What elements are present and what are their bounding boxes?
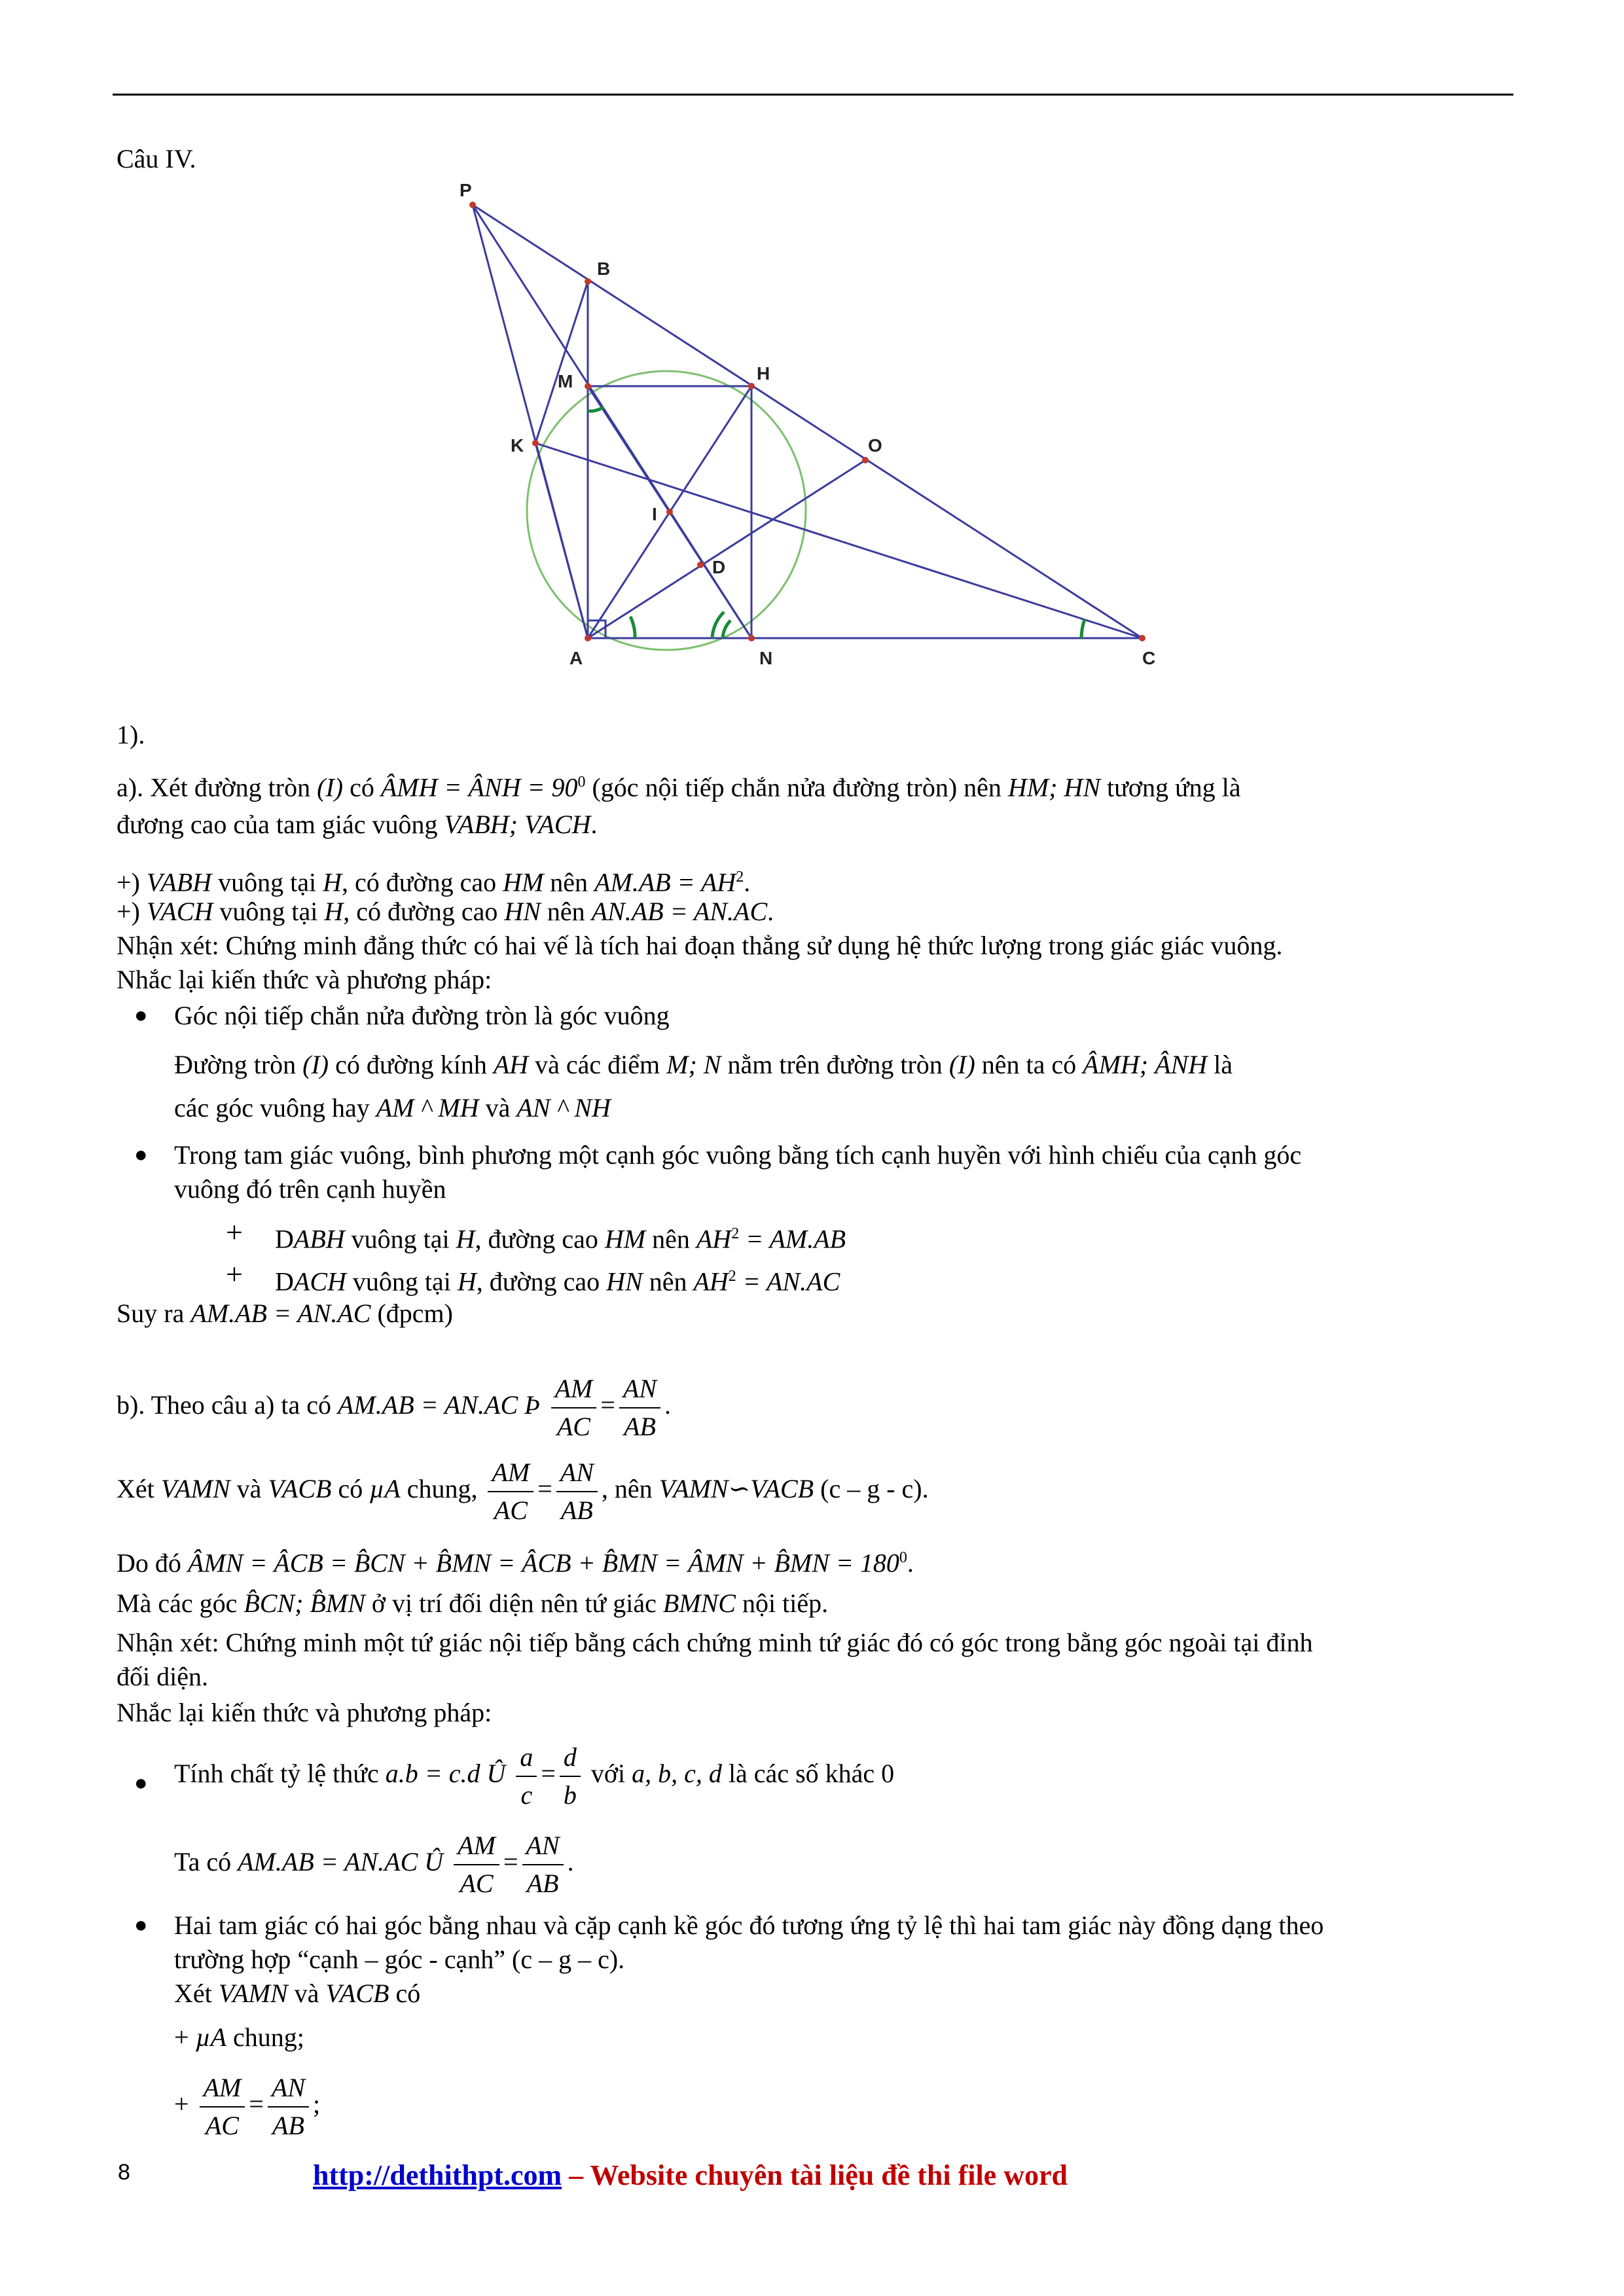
label-M: M xyxy=(558,371,573,391)
plus-icon: + xyxy=(226,1257,243,1291)
part-a-line1: a). Xét đường tròn (I) có ÂMH = ÂNH = $90^0$ (góc nội tiếp chắn nửa đường tròn) nên HM; HN tương ứng là xyxy=(117,772,1241,802)
fraction: $\frac{AN}{AB}$ xyxy=(522,1827,564,1902)
point-I xyxy=(666,509,673,515)
part-a-sub2: DACH vuông tại H, đường cao HN nên $AH^2 = AN.AC$ xyxy=(275,1266,840,1297)
part-a-bullet2-line2: vuông đó trên cạnh huyền xyxy=(174,1174,446,1204)
fraction: $\frac{d}{b}$ xyxy=(560,1739,581,1814)
fraction: $\frac{AN}{AB}$ xyxy=(268,2070,309,2144)
bullet-dot: ● xyxy=(134,1003,148,1028)
angle-mark-A xyxy=(630,617,635,638)
point-D xyxy=(697,562,704,568)
point-H xyxy=(748,383,755,389)
part-b-note-line2: đối diện. xyxy=(117,1662,208,1691)
part-a-sub1: DABH vuông tại H, đường cao HM nên $AH^2 = AM.AB$ xyxy=(275,1224,846,1254)
fraction: $\frac{AM}{AC}$ xyxy=(551,1371,597,1445)
part-a-line4: +) VACH vuông tại H, có đường cao HN nên AN.AB = AN.AC. xyxy=(117,897,774,926)
bullet-dot: ● xyxy=(134,1913,148,1937)
footer-tagline: – Website chuyên tài liệu đề thi file word xyxy=(562,2159,1068,2191)
part-b-bullet2-line3: Xét VAMN và VACB có xyxy=(174,1979,421,2008)
segment-PC xyxy=(473,205,1142,638)
part-b-line1: b). Theo câu a) ta có AM.AB = AN.AC Þ $\frac{AM}{AC}$ = $\frac{AN}{AB}$ . xyxy=(117,1363,671,1448)
point-A xyxy=(585,635,591,641)
part-a-bullet1-line2: các góc vuông hay AM ^ MH và AN ^ NH xyxy=(174,1093,611,1122)
label-B: B xyxy=(597,259,611,279)
part-a-line3: +) VABH vuông tại H, có đường cao HM nên $AM.AB = AH^2$. xyxy=(117,867,751,897)
footer xyxy=(313,2159,1068,2192)
label-H: H xyxy=(757,363,770,384)
point-M xyxy=(585,383,591,389)
point-C xyxy=(1139,635,1146,641)
geometry-figure xyxy=(452,177,1191,681)
circle-I xyxy=(527,371,806,650)
angle-mark-M xyxy=(588,407,604,411)
label-C: C xyxy=(1142,648,1156,668)
fraction: $\frac{a}{c}$ xyxy=(516,1739,537,1814)
part-b-bullet1: Tính chất tỷ lệ thức a.b = c.d Û $\frac{a}{c}$ = $\frac{d}{b}$ với a, b, c, d là các số khác 0 xyxy=(174,1731,894,1816)
segment-KA xyxy=(535,443,588,638)
part-a-note: Nhận xét: Chứng minh đẳng thức có hai vế là tích hai đoạn thẳng sử dụng hệ thức lượng trong giác giác vuông. xyxy=(117,931,1283,960)
segment-AO xyxy=(588,460,865,638)
point-B xyxy=(585,278,591,285)
part-b-recall: Nhắc lại kiến thức và phương pháp: xyxy=(117,1698,492,1727)
part-a-conclusion: Suy ra AM.AB = AN.AC (đpcm) xyxy=(117,1299,453,1328)
fraction: $\frac{AM}{AC}$ xyxy=(488,1454,533,1529)
label-I: I xyxy=(652,504,657,524)
point-K xyxy=(532,440,539,446)
plus-icon: + xyxy=(226,1215,243,1249)
part-b-line2: Xét VAMN và VACB có µA chung, $\frac{AM}{AC}$ = $\frac{AN}{AB}$ , nên VAMN∽VACB (c – g - c). xyxy=(117,1446,929,1532)
fraction: $\frac{AN}{AB}$ xyxy=(556,1454,598,1529)
part-b-note-line1: Nhận xét: Chứng minh một tứ giác nội tiếp bằng cách chứng minh tứ giác đó có góc trong bằng góc ngoài tại đỉnh xyxy=(117,1628,1313,1657)
part-b-bullet2-line4: + µA chung; xyxy=(174,2022,304,2052)
point-O xyxy=(862,457,869,463)
part-b-bullet1-sub: Ta có AM.AB = AN.AC Û $\frac{AM}{AC}$ = $\frac{AN}{AB}$ . xyxy=(174,1820,574,1905)
part-b-bullet2-line2: trường hợp “cạnh – góc - cạnh” (c – g – c). xyxy=(174,1945,625,1974)
bullet-dot: ● xyxy=(134,1771,148,1795)
part-b-bullet2-line5: + $\frac{AM}{AC}$ = $\frac{AN}{AB}$ ; xyxy=(174,2062,320,2147)
segment-KC xyxy=(535,443,1142,638)
point-P xyxy=(469,202,476,208)
fraction: $\frac{AN}{AB}$ xyxy=(619,1371,660,1445)
label-A: A xyxy=(569,648,583,668)
part-a-bullet1-line1: Đường tròn (I) có đường kính AH và các điểm M; N nằm trên đường tròn (I) nên ta có ÂMH; ÂNH là xyxy=(174,1050,1233,1079)
part-b-line3: Do đó ÂMN = ÂCB = B̂CN + B̂MN = ÂCB + B̂MN = ÂMN + B̂MN = $180^0$. xyxy=(117,1548,914,1578)
angle-mark-C xyxy=(1081,619,1085,638)
fraction: $\frac{AM}{AC}$ xyxy=(454,1827,499,1902)
part-b-line4: Mà các góc B̂CN; B̂MN ở vị trí đối diện nên tứ giác BMNC nội tiếp. xyxy=(117,1588,829,1618)
part1-label: 1). xyxy=(117,720,145,749)
bullet-dot: ● xyxy=(134,1143,148,1167)
part-a-line2: đương cao của tam giác vuông VABH; VACH. xyxy=(117,810,598,839)
header-rule xyxy=(113,94,1513,96)
section-title: Câu IV. xyxy=(117,144,196,173)
point-N xyxy=(748,635,755,641)
label-P: P xyxy=(460,180,472,200)
label-K: K xyxy=(511,435,524,456)
label-O: O xyxy=(868,435,882,456)
page-number: 8 xyxy=(118,2160,130,2185)
part-a-bullet1: Góc nội tiếp chắn nửa đường tròn là góc vuông xyxy=(174,1001,670,1030)
label-D: D xyxy=(712,557,726,577)
label-N: N xyxy=(759,648,773,668)
part-b-bullet2-line1: Hai tam giác có hai góc bằng nhau và cặp cạnh kề góc đó tương ứng tỷ lệ thì hai tam giác này đồng dạng theo xyxy=(174,1910,1324,1940)
part-a-recall: Nhắc lại kiến thức và phương pháp: xyxy=(117,965,492,994)
fraction: $\frac{AM}{AC}$ xyxy=(200,2070,245,2144)
footer-link[interactable]: http://dethithpt.com xyxy=(313,2159,562,2191)
part-a-bullet2-line1: Trong tam giác vuông, bình phương một cạnh góc vuông bằng tích cạnh huyền với hình chiếu của cạnh góc xyxy=(174,1140,1302,1170)
